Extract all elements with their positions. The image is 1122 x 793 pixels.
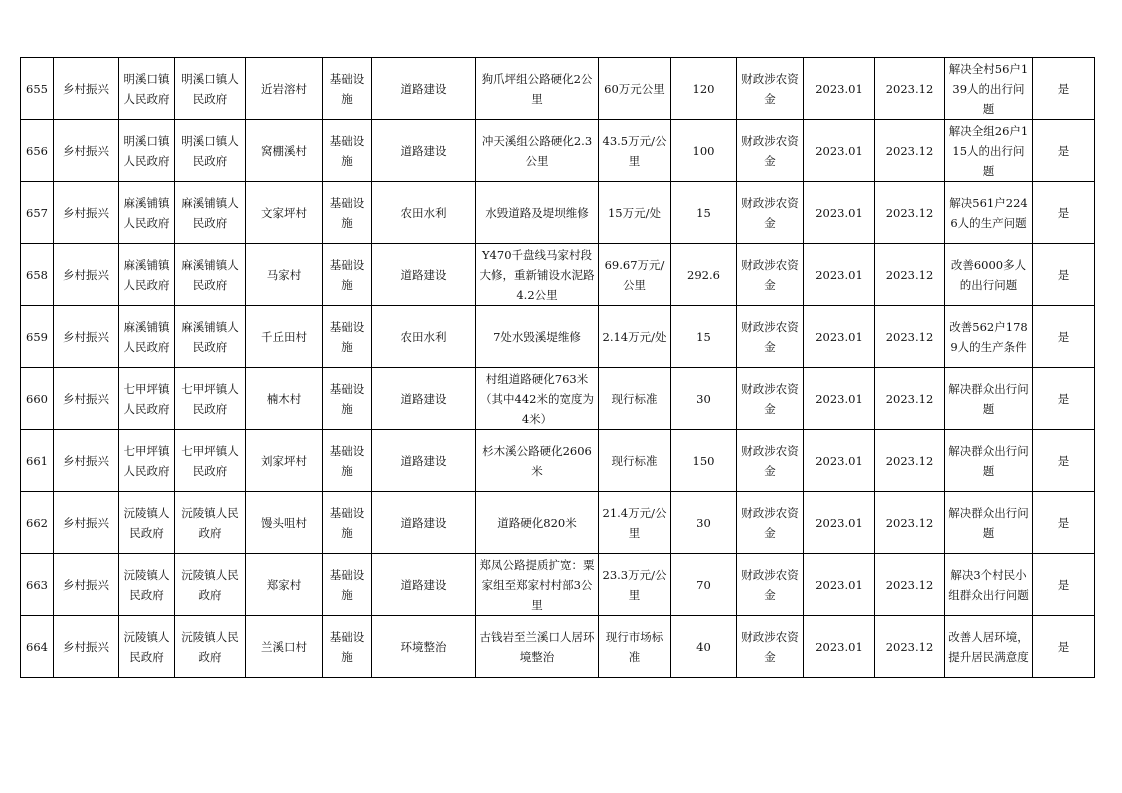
village-cell: 馒头咀村 [246,492,323,554]
project-subtype-cell: 道路建设 [372,368,476,430]
status-flag-cell: 是 [1033,244,1095,306]
fund-source-cell: 财政涉农资金 [737,58,804,120]
fund-source-cell: 财政涉农资金 [737,306,804,368]
row-number: 661 [21,430,54,492]
fund-source-cell: 财政涉农资金 [737,182,804,244]
project-type-cell: 基础设施 [323,244,372,306]
responsible-unit-cell: 沅陵镇人民政府 [119,554,175,616]
end-date-cell: 2023.12 [875,120,945,182]
implementing-org-cell: 七甲坪镇人民政府 [175,430,246,492]
start-date-cell: 2023.01 [804,120,875,182]
subsidy-standard-cell: 43.5万元/公里 [599,120,671,182]
project-subtype-cell: 道路建设 [372,244,476,306]
project-type-cell: 基础设施 [323,492,372,554]
responsible-unit-cell: 七甲坪镇人民政府 [119,430,175,492]
benefit-cell: 解决群众出行问题 [945,430,1033,492]
responsible-unit-cell: 明溪口镇人民政府 [119,120,175,182]
project-subtype-cell: 道路建设 [372,120,476,182]
village-cell: 刘家坪村 [246,430,323,492]
end-date-cell: 2023.12 [875,244,945,306]
project-subtype-cell: 道路建设 [372,58,476,120]
status-flag-cell: 是 [1033,554,1095,616]
construction-content-cell: 冲天溪组公路硬化2.3公里 [476,120,599,182]
fund-source-cell: 财政涉农资金 [737,554,804,616]
construction-content-cell: 古钱岩至兰溪口人居环境整治 [476,616,599,678]
subsidy-standard-cell: 60万元公里 [599,58,671,120]
row-number: 655 [21,58,54,120]
construction-content-cell: 水毁道路及堤坝维修 [476,182,599,244]
subsidy-standard-cell: 现行标准 [599,368,671,430]
table-row [21,182,1095,244]
subsidy-standard-cell: 15万元/处 [599,182,671,244]
start-date-cell: 2023.01 [804,306,875,368]
village-cell: 窝棚溪村 [246,120,323,182]
fund-amount-cell: 15 [671,182,737,244]
table-row [21,554,1095,616]
village-cell: 近岩溶村 [246,58,323,120]
status-flag-cell: 是 [1033,368,1095,430]
project-subtype-cell: 道路建设 [372,554,476,616]
responsible-unit-cell: 麻溪铺镇人民政府 [119,182,175,244]
benefit-cell: 解决3个村民小组群众出行问题 [945,554,1033,616]
start-date-cell: 2023.01 [804,616,875,678]
responsible-unit-cell: 沅陵镇人民政府 [119,616,175,678]
table-row [21,430,1095,492]
subsidy-standard-cell: 现行标准 [599,430,671,492]
fund-source-cell: 财政涉农资金 [737,120,804,182]
row-number: 656 [21,120,54,182]
row-number: 662 [21,492,54,554]
implementing-org-cell: 麻溪铺镇人民政府 [175,244,246,306]
construction-content-cell: Y470千盘线马家村段大修，重新铺设水泥路4.2公里 [476,244,599,306]
construction-content-cell: 郑凤公路提质扩宽：粟家组至郑家村村部3公里 [476,554,599,616]
project-type-cell: 基础设施 [323,182,372,244]
fund-source-cell: 财政涉农资金 [737,492,804,554]
fund-amount-cell: 30 [671,492,737,554]
status-flag-cell: 是 [1033,616,1095,678]
village-cell: 千丘田村 [246,306,323,368]
start-date-cell: 2023.01 [804,554,875,616]
responsible-unit-cell: 沅陵镇人民政府 [119,492,175,554]
project-subtype-cell: 道路建设 [372,430,476,492]
end-date-cell: 2023.12 [875,58,945,120]
table-row [21,492,1095,554]
category-cell: 乡村振兴 [54,306,119,368]
end-date-cell: 2023.12 [875,554,945,616]
fund-source-cell: 财政涉农资金 [737,368,804,430]
construction-content-cell: 道路硬化820米 [476,492,599,554]
status-flag-cell: 是 [1033,120,1095,182]
end-date-cell: 2023.12 [875,430,945,492]
village-cell: 马家村 [246,244,323,306]
category-cell: 乡村振兴 [54,554,119,616]
responsible-unit-cell: 七甲坪镇人民政府 [119,368,175,430]
implementing-org-cell: 沅陵镇人民政府 [175,492,246,554]
start-date-cell: 2023.01 [804,492,875,554]
project-type-cell: 基础设施 [323,368,372,430]
project-subtype-cell: 农田水利 [372,306,476,368]
category-cell: 乡村振兴 [54,492,119,554]
table-row [21,120,1095,182]
table-row [21,58,1095,120]
category-cell: 乡村振兴 [54,182,119,244]
village-cell: 郑家村 [246,554,323,616]
implementing-org-cell: 明溪口镇人民政府 [175,120,246,182]
row-number: 663 [21,554,54,616]
village-cell: 文家坪村 [246,182,323,244]
benefit-cell: 改善562户1789人的生产条件 [945,306,1033,368]
row-number: 660 [21,368,54,430]
project-type-cell: 基础设施 [323,306,372,368]
benefit-cell: 解决群众出行问题 [945,368,1033,430]
benefit-cell: 解决群众出行问题 [945,492,1033,554]
construction-content-cell: 村组道路硬化763米（其中442米的宽度为4米） [476,368,599,430]
fund-amount-cell: 150 [671,430,737,492]
fund-source-cell: 财政涉农资金 [737,430,804,492]
responsible-unit-cell: 明溪口镇人民政府 [119,58,175,120]
project-subtype-cell: 道路建设 [372,492,476,554]
fund-amount-cell: 40 [671,616,737,678]
responsible-unit-cell: 麻溪铺镇人民政府 [119,306,175,368]
benefit-cell: 解决全村56户139人的出行问题 [945,58,1033,120]
construction-content-cell: 杉木溪公路硬化2606米 [476,430,599,492]
implementing-org-cell: 七甲坪镇人民政府 [175,368,246,430]
subsidy-standard-cell: 21.4万元/公里 [599,492,671,554]
row-number: 657 [21,182,54,244]
fund-source-cell: 财政涉农资金 [737,616,804,678]
category-cell: 乡村振兴 [54,58,119,120]
status-flag-cell: 是 [1033,182,1095,244]
village-cell: 楠木村 [246,368,323,430]
project-table [20,57,1095,678]
row-number: 659 [21,306,54,368]
benefit-cell: 改善6000多人的出行问题 [945,244,1033,306]
status-flag-cell: 是 [1033,58,1095,120]
construction-content-cell: 7处水毁溪堤维修 [476,306,599,368]
category-cell: 乡村振兴 [54,616,119,678]
table-row [21,368,1095,430]
project-type-cell: 基础设施 [323,430,372,492]
start-date-cell: 2023.01 [804,244,875,306]
project-type-cell: 基础设施 [323,120,372,182]
benefit-cell: 改善人居环境，提升居民满意度 [945,616,1033,678]
row-number: 664 [21,616,54,678]
project-subtype-cell: 环境整治 [372,616,476,678]
status-flag-cell: 是 [1033,306,1095,368]
responsible-unit-cell: 麻溪铺镇人民政府 [119,244,175,306]
fund-amount-cell: 70 [671,554,737,616]
table-row [21,616,1095,678]
table-row [21,244,1095,306]
end-date-cell: 2023.12 [875,616,945,678]
end-date-cell: 2023.12 [875,492,945,554]
project-type-cell: 基础设施 [323,58,372,120]
start-date-cell: 2023.01 [804,430,875,492]
end-date-cell: 2023.12 [875,368,945,430]
project-subtype-cell: 农田水利 [372,182,476,244]
status-flag-cell: 是 [1033,430,1095,492]
category-cell: 乡村振兴 [54,430,119,492]
implementing-org-cell: 沅陵镇人民政府 [175,616,246,678]
fund-amount-cell: 15 [671,306,737,368]
fund-amount-cell: 292.6 [671,244,737,306]
row-number: 658 [21,244,54,306]
fund-amount-cell: 100 [671,120,737,182]
category-cell: 乡村振兴 [54,244,119,306]
start-date-cell: 2023.01 [804,368,875,430]
subsidy-standard-cell: 2.14万元/处 [599,306,671,368]
subsidy-standard-cell: 69.67万元/公里 [599,244,671,306]
category-cell: 乡村振兴 [54,120,119,182]
implementing-org-cell: 麻溪铺镇人民政府 [175,306,246,368]
project-type-cell: 基础设施 [323,616,372,678]
implementing-org-cell: 麻溪铺镇人民政府 [175,182,246,244]
implementing-org-cell: 明溪口镇人民政府 [175,58,246,120]
subsidy-standard-cell: 23.3万元/公里 [599,554,671,616]
start-date-cell: 2023.01 [804,182,875,244]
table-row [21,306,1095,368]
fund-amount-cell: 120 [671,58,737,120]
benefit-cell: 解决561户2246人的生产问题 [945,182,1033,244]
implementing-org-cell: 沅陵镇人民政府 [175,554,246,616]
category-cell: 乡村振兴 [54,368,119,430]
start-date-cell: 2023.01 [804,58,875,120]
status-flag-cell: 是 [1033,492,1095,554]
table-body [21,58,1095,678]
project-type-cell: 基础设施 [323,554,372,616]
end-date-cell: 2023.12 [875,306,945,368]
end-date-cell: 2023.12 [875,182,945,244]
construction-content-cell: 狗爪坪组公路硬化2公里 [476,58,599,120]
fund-source-cell: 财政涉农资金 [737,244,804,306]
subsidy-standard-cell: 现行市场标准 [599,616,671,678]
benefit-cell: 解决全组26户115人的出行问题 [945,120,1033,182]
fund-amount-cell: 30 [671,368,737,430]
village-cell: 兰溪口村 [246,616,323,678]
